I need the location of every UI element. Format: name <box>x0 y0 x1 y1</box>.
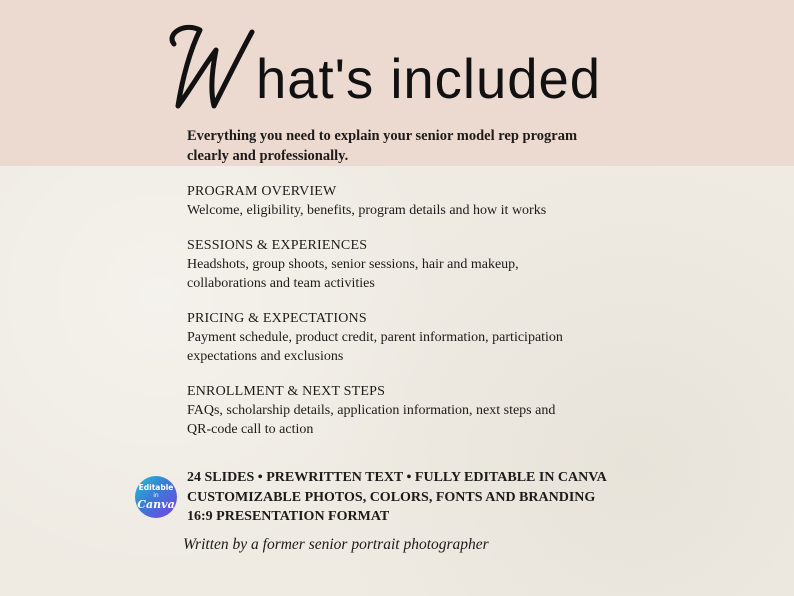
section-pricing-expectations <box>187 309 627 366</box>
intro-text <box>187 126 627 166</box>
title-text: hat's included <box>256 47 601 110</box>
page-title <box>160 10 620 120</box>
section-heading: SESSIONS & EXPERIENCES <box>187 238 368 253</box>
section-body <box>187 401 627 439</box>
section-line: expectations and exclusions <box>187 349 344 364</box>
section-line: Headshots, group shoots, senior sessions, hair and makeup, <box>187 257 519 272</box>
author-credit: Written by a former senior portrait photographer <box>183 536 489 553</box>
section-heading: PROGRAM OVERVIEW <box>187 184 337 199</box>
feature-item: 16:9 PRESENTATION FORMAT <box>187 509 390 524</box>
section-heading: PRICING & EXPECTATIONS <box>187 311 367 326</box>
section-line: Welcome, eligibility, benefits, program details and how it works <box>187 203 547 218</box>
feature-item: CUSTOMIZABLE PHOTOS, COLORS, FONTS AND BRANDING <box>187 489 596 505</box>
feature-item: 24 SLIDES • PREWRITTEN TEXT • FULLY EDITABLE IN CANVA <box>187 470 607 485</box>
intro-line: clearly and professionally. <box>187 148 349 164</box>
section-body <box>187 201 627 220</box>
feature-list <box>187 468 627 527</box>
section-line: collaborations and team activities <box>187 276 375 291</box>
title-script-graphic <box>160 10 620 120</box>
editable-in-canva-badge <box>135 476 177 518</box>
section-program-overview <box>187 182 627 220</box>
section-line: QR-code call to action <box>187 422 314 437</box>
section-heading: ENROLLMENT & NEXT STEPS <box>187 384 386 399</box>
badge-line: Canva <box>137 497 175 511</box>
section-line: Payment schedule, product credit, parent information, participation <box>187 330 563 345</box>
intro-line: Everything you need to explain your senior model rep program <box>187 128 578 144</box>
section-body <box>187 255 627 293</box>
section-sessions-experiences <box>187 236 627 293</box>
section-enrollment-next-steps <box>187 382 627 439</box>
section-body <box>187 328 627 366</box>
badge-line: Editable <box>138 482 174 492</box>
section-line: FAQs, scholarship details, application information, next steps and <box>187 403 556 418</box>
main-content <box>187 126 627 439</box>
badge-line: in <box>153 491 159 499</box>
